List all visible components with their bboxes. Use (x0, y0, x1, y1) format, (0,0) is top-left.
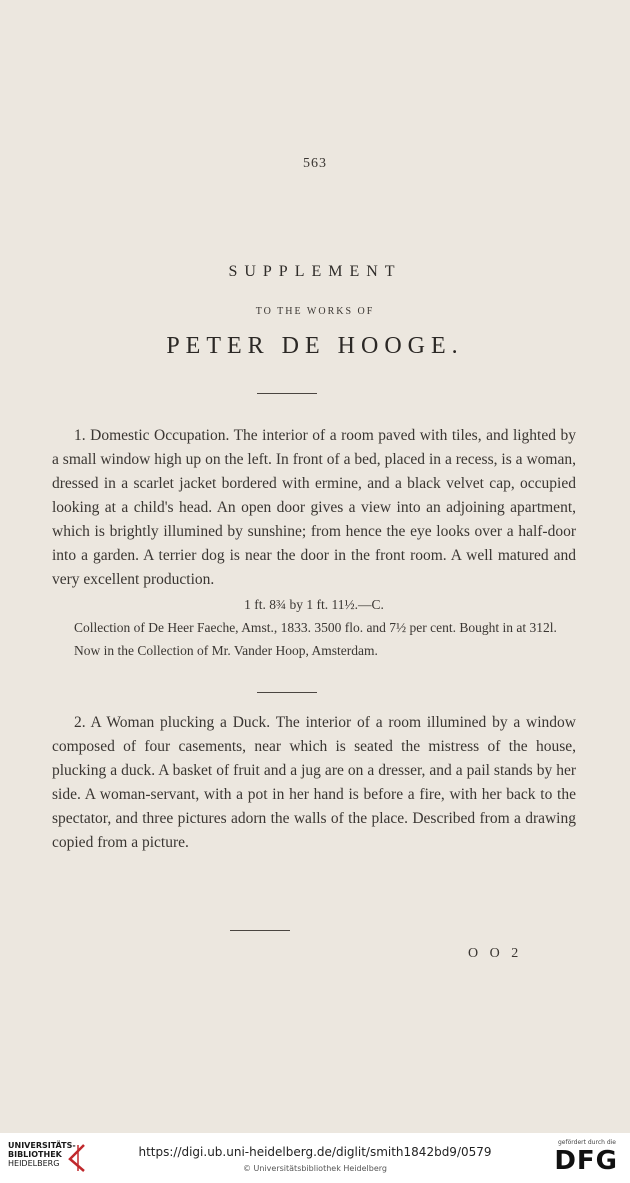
entry-2-description: 2. A Woman plucking a Duck. The interior of a room illumined by a window composed of four casements, near which is seated the mistress of the house, plucking a duck. A basket of fruit and a jug are on a dresser, and a pail stands by her side. A woman-servant, with a pot in her hand is before a fire, with her back to the spectator, and three pictures adorn the walls of the place. Described from a drawing copied from a picture. (52, 714, 576, 851)
entry-2 (52, 711, 576, 855)
divider-rule (257, 692, 317, 693)
page-number: 563 (303, 156, 327, 171)
title-supplement: SUPPLEMENT (228, 263, 402, 280)
footer-bar (0, 1133, 630, 1183)
entry-1 (52, 424, 576, 661)
signature-mark: O O 2 (468, 946, 523, 961)
divider-rule (230, 930, 290, 931)
library-name-line: UNIVERSITÄTS- (8, 1141, 76, 1150)
entry-1-provenance: Collection of De Heer Faeche, Amst., 1833. 3500 flo. and 7½ per cent. Bought in at 312l. (74, 620, 557, 635)
entry-1-dimensions: 1 ft. 8¾ by 1 ft. 11½.—C. (244, 597, 384, 612)
library-name-line: HEIDELBERG (8, 1159, 60, 1168)
divider-rule (257, 393, 317, 394)
title-artist-name: PETER DE HOOGE. (166, 333, 464, 359)
permalink-url[interactable]: https://digi.ub.uni-heidelberg.de/diglit/smith1842bd9/0579 (138, 1145, 492, 1159)
library-name-line: BIBLIOTHEK (8, 1150, 62, 1159)
entry-1-description: 1. Domestic Occupation. The interior of a room paved with tiles, and lighted by a small window high up on the left. In front of a bed, placed in a recess, is a woman, dressed in a scarlet jacket bordered with ermine, and a black velvet cap, occupied looking at a child's head. An open door gives a view into an adjoining apartment, which is brightly illumined by sunshine; from hence the eye looks over a half-door into a garden. A terrier dog is near the door in the front room. A well matured and very excellent production. (52, 427, 576, 588)
entry-1-location: Now in the Collection of Mr. Vander Hoop, Amsterdam. (74, 643, 378, 658)
title-works-of: TO THE WORKS OF (255, 306, 375, 317)
dfg-logo: DFG (554, 1146, 618, 1176)
funded-by-label: gefördert durch die (558, 1139, 616, 1146)
copyright-notice: © Universitätsbibliothek Heidelberg (242, 1164, 387, 1173)
